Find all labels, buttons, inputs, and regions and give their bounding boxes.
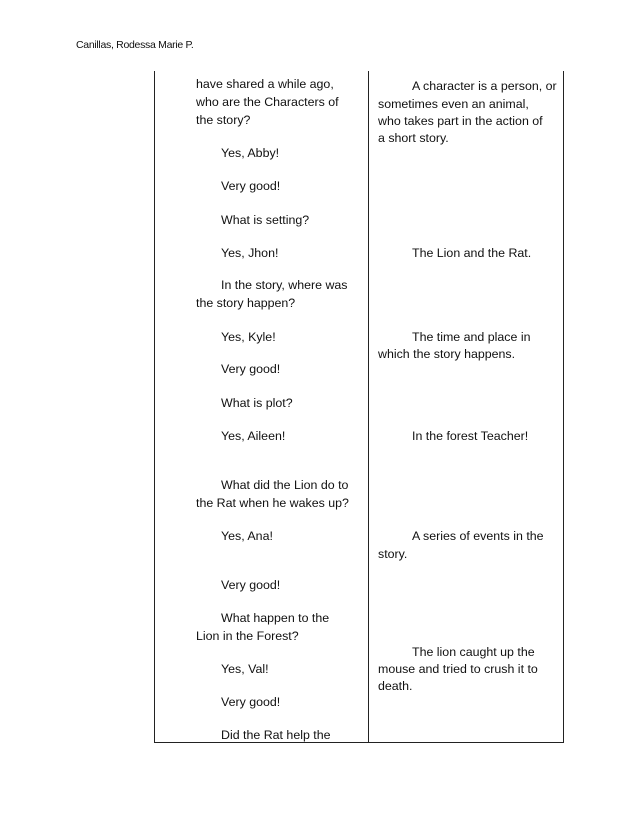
pupil-line: A character is a person, or (412, 79, 557, 93)
teacher-line: Very good! (221, 362, 281, 376)
author-name: Canillas, Rodessa Marie P. (76, 39, 194, 51)
pupil-line: which the story happens. (378, 347, 516, 361)
pupil-line: a short story. (378, 131, 449, 145)
teacher-line: What happen to the (221, 611, 330, 625)
teacher-line: In the story, where was (221, 278, 348, 292)
pupil-line: death. (378, 679, 413, 693)
teacher-line: Yes, Val! (221, 662, 269, 676)
pupil-line: The lion caught up the (412, 645, 535, 659)
teacher-line: Very good! (221, 695, 281, 709)
pupil-line: The time and place in (412, 330, 531, 344)
teacher-line: What did the Lion do to (221, 478, 349, 492)
teacher-line: Yes, Ana! (221, 529, 273, 543)
pupil-line: In the forest Teacher! (412, 429, 529, 443)
teacher-line: the Rat when he wakes up? (196, 496, 349, 510)
teacher-line: the story? (196, 113, 251, 127)
teacher-line: Yes, Aileen! (221, 429, 286, 443)
pupil-line: story. (378, 547, 408, 561)
teacher-line: Very good! (221, 578, 281, 592)
teacher-line: Yes, Kyle! (221, 330, 276, 344)
pupil-line: who takes part in the action of (378, 114, 543, 128)
teacher-line: What is setting? (221, 213, 310, 227)
lesson-table (154, 71, 564, 743)
teacher-line: have shared a while ago, (196, 77, 334, 91)
teacher-line: Yes, Abby! (221, 146, 280, 160)
pupil-line: The Lion and the Rat. (412, 246, 532, 260)
pupil-line: mouse and tried to crush it to (378, 662, 538, 676)
teacher-line: What is plot? (221, 396, 293, 410)
pupil-line: A series of events in the (412, 529, 544, 543)
column-divider (368, 71, 369, 742)
teacher-line: Did the Rat help the (221, 728, 331, 742)
teacher-line: the story happen? (196, 296, 296, 310)
teacher-line: who are the Characters of (196, 95, 339, 109)
teacher-line: Yes, Jhon! (221, 246, 279, 260)
pupil-line: sometimes even an animal, (378, 97, 529, 111)
teacher-line: Very good! (221, 179, 281, 193)
teacher-line: Lion in the Forest? (196, 629, 299, 643)
